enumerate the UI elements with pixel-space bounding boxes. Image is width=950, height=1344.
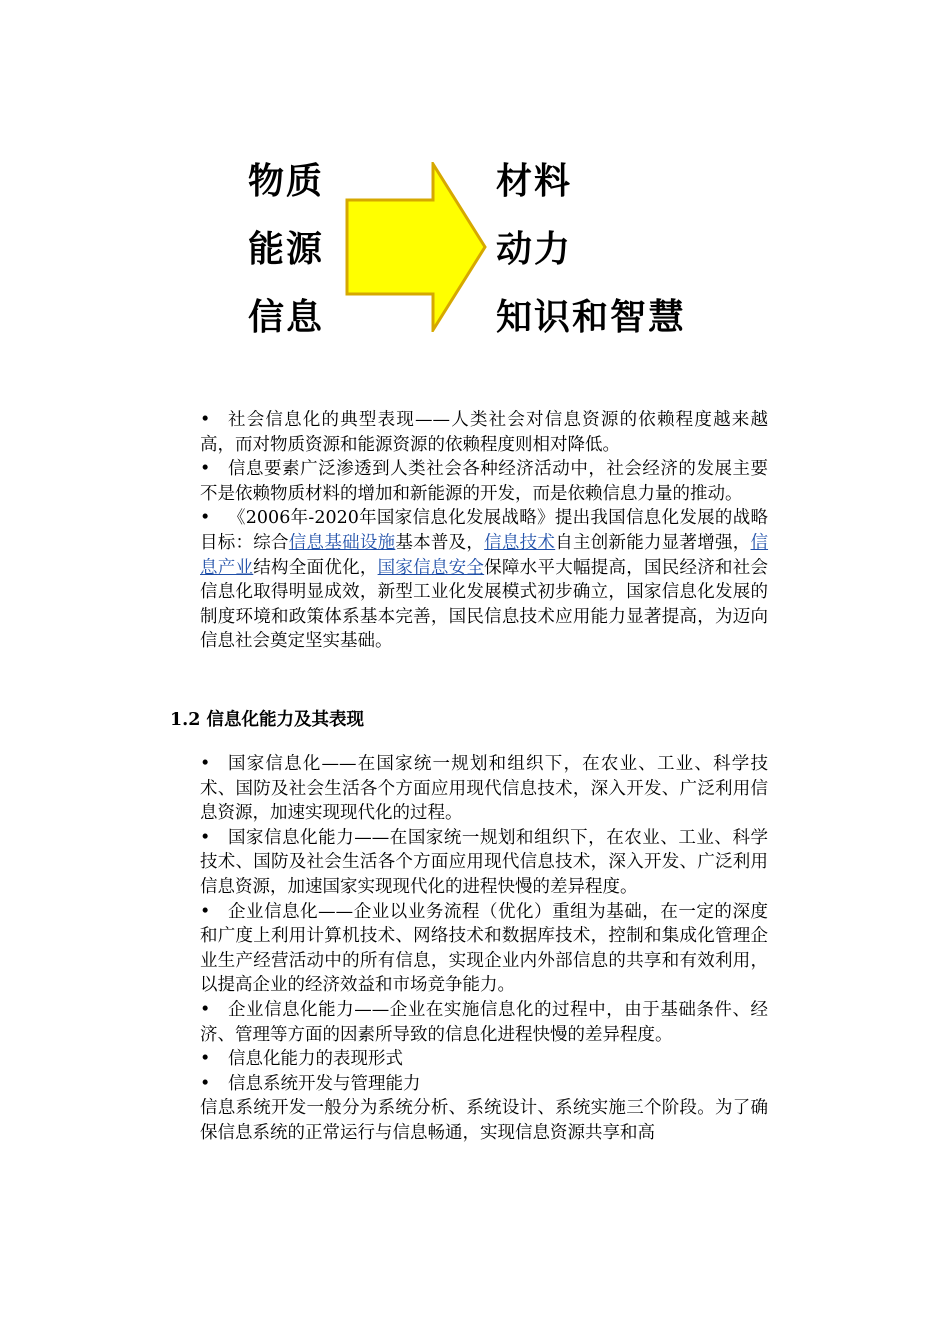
list-item: • 信息系统开发与管理能力 bbox=[200, 1072, 768, 1097]
strategy-text-2: 基本普及， bbox=[395, 532, 485, 553]
strategy-text-1: 《2006年-2020年国家信息化发展战略》提出我国信息化发展的战略目标：综合 bbox=[200, 508, 768, 553]
right-arrow-icon bbox=[345, 162, 490, 332]
list-item: • 信息要素广泛渗透到人类社会各种经济活动中，社会经济的发展主要不是依赖物质材料的增加和新能源的开发，而是依赖信息力量的推动。 bbox=[200, 457, 768, 506]
strategy-text-5: 保障水平大幅提高，国民经济和社会信息化取得明显成效，新型工业化发展模式初步确立，国家信息化发展的制度环境和政策体系基本完善，国民信息技术应用能力显著提高，为迈向信息社会奠定坚实基础。 bbox=[200, 557, 769, 652]
list-item: • 社会信息化的典型表现——人类社会对信息资源的依赖程度越来越高，而对物质资源和能源资源的依赖程度则相对降低。 bbox=[200, 408, 768, 457]
right-word-3: 知识和智慧 bbox=[496, 297, 687, 338]
list-item: • 国家信息化能力——在国家统一规划和组织下，在农业、工业、科学技术、国防及社会生活各个方面应用现代信息技术，深入开发、广泛利用信息资源，加速国家实现现代化的进程快慢的差异程度。 bbox=[200, 826, 768, 900]
list-item: • 国家信息化——在国家统一规划和组织下，在农业、工业、科学技术、国防及社会生活各个方面应用现代信息技术，深入开发、广泛利用信息资源，加速实现现代化的过程。 bbox=[200, 752, 768, 826]
section-heading: 1.2 信息化能力及其表现 bbox=[170, 710, 365, 730]
left-word-2: 能源 bbox=[248, 229, 325, 270]
right-word-2: 动力 bbox=[496, 229, 573, 270]
list-item: • 企业信息化——企业以业务流程（优化）重组为基础，在一定的深度和广度上利用计算机技术、网络技术和数据库技术，控制和集成化管理企业生产经营活动中的所有信息，实现企业内外部信息的共享和有效利用，以提高企业的经济效益和市场竞争能力。 bbox=[200, 900, 768, 998]
body-paragraph: 信息系统开发一般分为系统分析、系统设计、系统实施三个阶段。为了确保信息系统的正常运行与信息畅通，实现信息资源共享和高 bbox=[200, 1098, 768, 1143]
link-national-info-security[interactable]: 国家信息安全 bbox=[377, 557, 485, 578]
left-word-1: 物质 bbox=[248, 161, 325, 202]
strategy-text-3: 自主创新能力显著增强， bbox=[555, 532, 751, 553]
section1-list bbox=[200, 408, 768, 654]
list-item: • 信息化能力的表现形式 bbox=[200, 1047, 768, 1072]
link-info-technology[interactable]: 信息技术 bbox=[484, 532, 556, 553]
link-info-industry[interactable]: 信息产业 bbox=[200, 532, 769, 578]
section2-list bbox=[200, 752, 768, 1146]
strategy-text-4: 结构全面优化， bbox=[253, 557, 378, 578]
list-item: • 企业信息化能力——企业在实施信息化的过程中，由于基础条件、经济、管理等方面的因素所导致的信息化进程快慢的差异程度。 bbox=[200, 998, 768, 1047]
left-word-3: 信息 bbox=[248, 297, 325, 338]
right-word-1: 材料 bbox=[496, 161, 573, 202]
info-transformation-figure bbox=[240, 150, 710, 350]
strategy-list-item bbox=[200, 506, 768, 654]
link-info-infrastructure[interactable]: 信息基础设施 bbox=[288, 532, 396, 553]
